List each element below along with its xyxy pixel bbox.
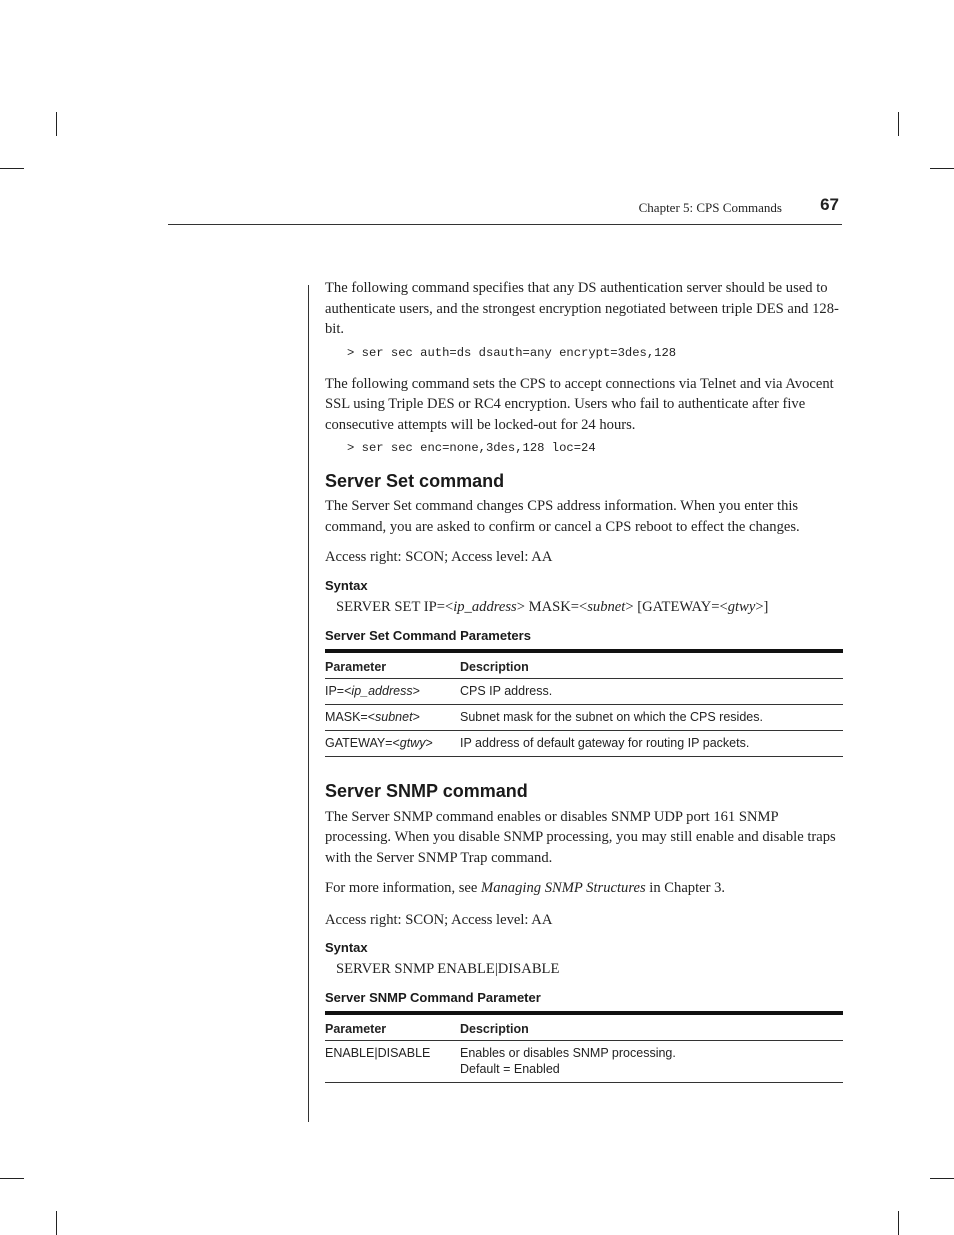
description-cell: CPS IP address. [460, 678, 843, 704]
description-cell: Subnet mask for the subnet on which the CPS resides. [460, 704, 843, 730]
server-snmp-access: Access right: SCON; Access level: AA [325, 911, 553, 928]
table-row [325, 678, 843, 704]
crop-mark [56, 112, 57, 136]
column-header-description: Description [460, 651, 843, 679]
server-set-table-title: Server Set Command Parameters [325, 627, 531, 643]
table-header-row [325, 651, 843, 679]
description-line: Enables or disables SNMP processing. [460, 1046, 676, 1060]
crop-mark [0, 168, 24, 169]
table-row [325, 1041, 843, 1083]
parameter-cell [325, 678, 460, 704]
syntax-part: > MASK=< [516, 598, 588, 615]
param-text: > [412, 683, 420, 698]
syntax-variable: subnet [587, 598, 626, 615]
description-cell: IP address of default gateway for routing IP packets. [460, 730, 843, 756]
param-text: > [412, 709, 420, 724]
server-set-syntax-heading: Syntax [325, 577, 368, 593]
server-snmp-syntax-heading: Syntax [325, 940, 368, 955]
syntax-variable: gtwy [727, 598, 756, 615]
server-snmp-more-info [325, 878, 843, 899]
crop-mark [0, 1178, 24, 1179]
parameter-cell [325, 730, 460, 756]
server-snmp-syntax: SERVER SNMP ENABLE|DISABLE [336, 961, 560, 977]
crop-mark [898, 112, 899, 136]
description-line: Default = Enabled [460, 1062, 560, 1076]
server-set-heading: Server Set command [325, 471, 505, 491]
column-header-parameter: Parameter [325, 651, 460, 679]
crop-mark [56, 1211, 57, 1235]
server-set-description: The Server Set command changes CPS address information. When you enter this command, you are asked to confirm or cancel a CPS reboot to effect the changes. [325, 498, 800, 535]
running-header [168, 195, 842, 225]
param-text: MASK=< [325, 709, 376, 724]
crop-mark [930, 168, 954, 169]
server-snmp-description: The Server SNMP command enables or disables SNMP UDP port 161 SNMP processing. When you disable SNMP processing, you may still enable and disable traps with the Server SNMP Trap command. [325, 808, 836, 866]
intro-paragraph-1: The following command specifies that any DS authentication server should be used to authenticate users, and the strongest encryption negotiated between triple DES and 128-bit. [325, 280, 839, 337]
intro-paragraph-2: The following command sets the CPS to accept connections via Telnet and via Avocent SSL using Triple DES or RC4 encryption. Users who fail to authenticate after five consecutive attempts will be locked-out for 24 hours. [325, 375, 834, 433]
description-cell [460, 1041, 843, 1083]
param-text: GATEWAY=< [325, 735, 400, 750]
column-header-parameter: Parameter [325, 1013, 460, 1041]
syntax-part: > [GATEWAY=< [625, 598, 728, 615]
parameter-cell: ENABLE|DISABLE [325, 1041, 460, 1083]
server-set-syntax [325, 599, 843, 616]
server-set-parameters-table [325, 649, 843, 757]
parameter-cell [325, 704, 460, 730]
more-info-text: For more information, see [325, 880, 482, 896]
param-variable: ip_address [351, 683, 413, 698]
table-header-row [325, 1013, 843, 1041]
crop-mark [930, 1178, 954, 1179]
page-number: 67 [820, 195, 839, 214]
column-header-description: Description [460, 1013, 843, 1041]
code-example-1: > ser sec auth=ds dsauth=any encrypt=3des,128 [347, 345, 677, 360]
crop-mark [898, 1211, 899, 1235]
param-variable: gtwy [399, 735, 426, 750]
server-snmp-table-title: Server SNMP Command Parameter [325, 990, 541, 1005]
param-text: > [425, 735, 433, 750]
param-text: IP=< [325, 683, 352, 698]
table-row [325, 730, 843, 756]
more-info-text: in Chapter 3. [645, 880, 726, 896]
syntax-part: >] [755, 598, 769, 615]
reference-link-text: Managing SNMP Structures [481, 880, 646, 896]
table-row [325, 704, 843, 730]
page-body [325, 278, 843, 1083]
server-set-access: Access right: SCON; Access level: AA [325, 549, 553, 565]
syntax-part: SERVER SET IP=< [336, 598, 454, 615]
chapter-title: Chapter 5: CPS Commands [638, 200, 782, 215]
server-snmp-heading: Server SNMP command [325, 780, 528, 801]
margin-rule [308, 285, 309, 1122]
code-example-2: > ser sec enc=none,3des,128 loc=24 [347, 441, 596, 455]
server-snmp-parameters-table [325, 1011, 843, 1083]
param-variable: subnet [375, 709, 413, 724]
syntax-variable: ip_address [453, 598, 517, 615]
